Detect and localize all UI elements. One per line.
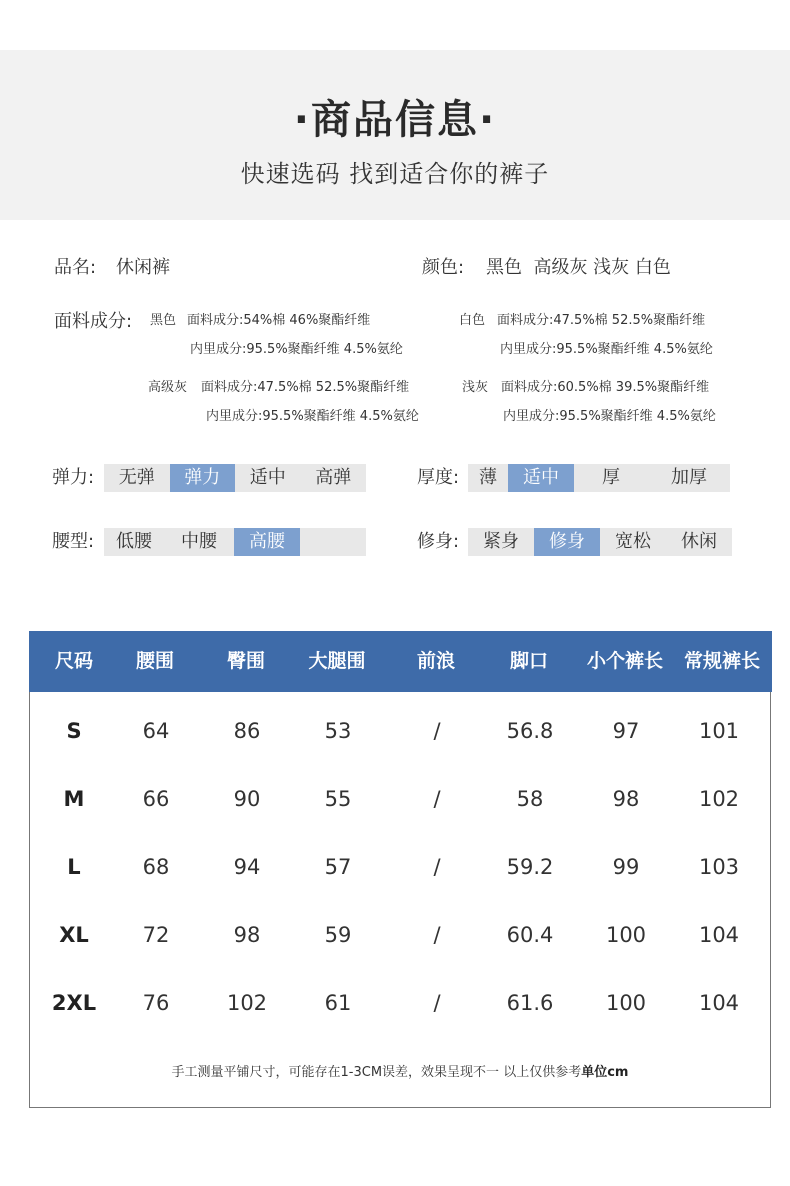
- cell-petite-length: 97: [612, 719, 640, 743]
- waist-options: [104, 528, 366, 556]
- cell-waist: 68: [142, 855, 170, 879]
- page-title: ·商品信息·: [293, 97, 497, 143]
- header-leg-opening: 脚口: [509, 650, 548, 672]
- cell-leg-opening: 56.8: [506, 719, 554, 743]
- fit-option-tight: 紧身: [483, 531, 519, 552]
- elasticity-option-none: 无弹: [118, 467, 155, 488]
- waist-label: 腰型:: [52, 531, 95, 552]
- cell-front-rise: /: [433, 787, 441, 811]
- fabric-lining-black: 内里成分:95.5%聚酯纤维 4.5%氨纶: [190, 342, 403, 357]
- cell-leg-opening: 59.2: [506, 855, 554, 879]
- waist-option-empty: [300, 528, 366, 556]
- header-hip: 臀围: [226, 650, 265, 672]
- cell-regular-length: 103: [698, 855, 740, 879]
- cell-size: XL: [59, 923, 89, 947]
- size-table: [29, 631, 771, 1108]
- fit-label: 修身:: [417, 531, 460, 552]
- note-unit: 单位cm: [581, 1065, 629, 1080]
- cell-thigh: 55: [324, 787, 352, 811]
- cell-thigh: 61: [324, 991, 352, 1015]
- product-color-value: 黑色 高级灰 浅灰 白色: [486, 257, 671, 278]
- cell-thigh: 59: [324, 923, 352, 947]
- elasticity-label: 弹力:: [52, 467, 95, 488]
- fabric-color-lightgray: 浅灰: [462, 380, 489, 395]
- cell-leg-opening: 60.4: [506, 923, 554, 947]
- header-front-rise: 前浪: [416, 650, 455, 672]
- elasticity-option-medium: 适中: [249, 467, 286, 488]
- fabric-lining-gray: 内里成分:95.5%聚酯纤维 4.5%氨纶: [206, 409, 419, 424]
- cell-size: M: [63, 787, 85, 811]
- cell-size: L: [67, 855, 81, 879]
- fit-option-casual: 休闲: [681, 531, 717, 552]
- fabric-lining-white: 内里成分:95.5%聚酯纤维 4.5%氨纶: [500, 342, 713, 357]
- product-name-label: 品名:: [54, 257, 97, 278]
- cell-front-rise: /: [433, 991, 441, 1015]
- thickness-option-medium: 适中: [508, 464, 574, 492]
- header-size: 尺码: [54, 650, 93, 672]
- cell-hip: 94: [233, 855, 261, 879]
- cell-petite-length: 98: [612, 787, 640, 811]
- thickness-label: 厚度:: [417, 467, 460, 488]
- size-table-header: [29, 631, 772, 692]
- fabric-outer-black: 面料成分:54%棉 46%聚酯纤维: [187, 313, 371, 328]
- cell-front-rise: /: [433, 923, 441, 947]
- cell-waist: 72: [142, 923, 170, 947]
- cell-hip: 102: [226, 991, 268, 1015]
- fit-option-loose: 宽松: [615, 531, 651, 552]
- size-table-note: [30, 1061, 770, 1080]
- elasticity-options: [104, 464, 366, 492]
- header-thigh: 大腿围: [308, 650, 366, 672]
- cell-hip: 86: [233, 719, 261, 743]
- elasticity-option-stretch: 弹力: [170, 464, 236, 492]
- product-name-value: 休闲裤: [116, 257, 170, 278]
- cell-size: 2XL: [51, 991, 97, 1015]
- fabric-color-gray: 高级灰: [148, 380, 188, 395]
- fabric-outer-gray: 面料成分:47.5%棉 52.5%聚酯纤维: [201, 380, 410, 395]
- fabric-color-black: 黑色: [150, 313, 177, 328]
- cell-hip: 90: [233, 787, 261, 811]
- cell-hip: 98: [233, 923, 261, 947]
- cell-waist: 64: [142, 719, 170, 743]
- cell-regular-length: 104: [698, 923, 740, 947]
- page-subtitle: 快速选码 找到适合你的裤子: [240, 160, 550, 188]
- cell-regular-length: 101: [698, 719, 740, 743]
- thickness-option-thin: 薄: [479, 467, 497, 488]
- cell-leg-opening: 61.6: [506, 991, 554, 1015]
- cell-waist: 76: [142, 991, 170, 1015]
- fabric-color-white: 白色: [459, 313, 486, 328]
- waist-option-low: 低腰: [116, 531, 152, 552]
- fabric-outer-white: 面料成分:47.5%棉 52.5%聚酯纤维: [497, 313, 706, 328]
- thickness-option-thick: 厚: [602, 467, 620, 488]
- header-waist: 腰围: [135, 650, 174, 672]
- header-regular-length: 常规裤长: [683, 650, 760, 672]
- fabric-lining-lightgray: 内里成分:95.5%聚酯纤维 4.5%氨纶: [503, 409, 716, 424]
- thickness-option-extra-thick: 加厚: [671, 467, 707, 488]
- cell-regular-length: 104: [698, 991, 740, 1015]
- cell-thigh: 57: [324, 855, 352, 879]
- note-text: 手工测量平铺尺寸，可能存在1-3CM误差，效果呈现不一 以上仅供参考: [171, 1065, 582, 1080]
- product-color-label: 颜色:: [422, 257, 465, 278]
- thickness-options: [468, 464, 730, 492]
- cell-petite-length: 100: [605, 923, 647, 947]
- cell-leg-opening: 58: [516, 787, 544, 811]
- waist-option-high: 高腰: [234, 528, 300, 556]
- cell-waist: 66: [142, 787, 170, 811]
- fit-option-slim: 修身: [534, 528, 600, 556]
- elasticity-option-high: 高弹: [315, 467, 352, 488]
- header-petite-length: 小个裤长: [586, 650, 663, 672]
- cell-thigh: 53: [324, 719, 352, 743]
- cell-regular-length: 102: [698, 787, 740, 811]
- cell-petite-length: 99: [612, 855, 640, 879]
- fabric-label: 面料成分:: [54, 311, 133, 332]
- cell-petite-length: 100: [605, 991, 647, 1015]
- fabric-outer-lightgray: 面料成分:60.5%棉 39.5%聚酯纤维: [501, 380, 710, 395]
- cell-size: S: [66, 719, 82, 743]
- fit-options: [468, 528, 732, 556]
- cell-front-rise: /: [433, 855, 441, 879]
- cell-front-rise: /: [433, 719, 441, 743]
- waist-option-mid: 中腰: [181, 531, 217, 552]
